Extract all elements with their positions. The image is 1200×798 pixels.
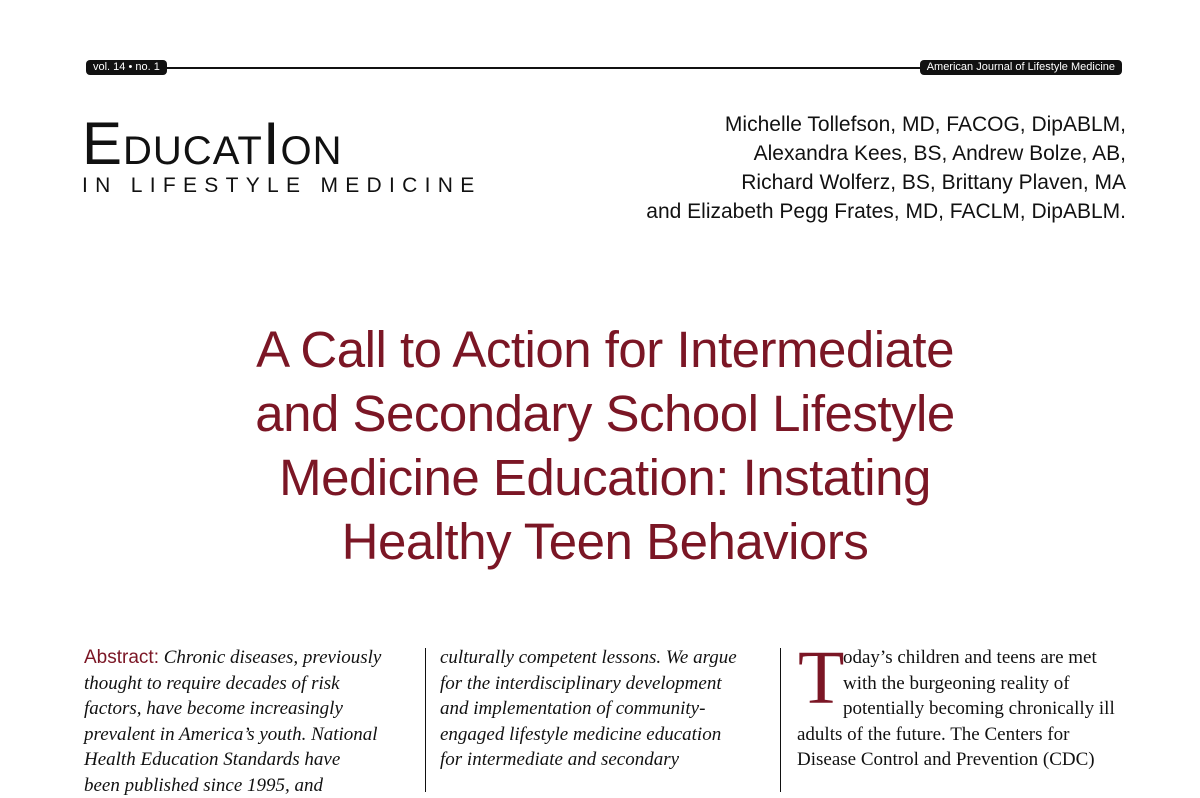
title-line: and Secondary School Lifestyle (60, 382, 1150, 446)
drop-cap: T (798, 640, 844, 716)
abstract-line: culturally competent lessons. We argue (440, 645, 770, 671)
body-line: Disease Control and Prevention (CDC) (797, 747, 1127, 773)
abstract-column-2 (440, 645, 770, 773)
section-logo-subtitle: IN LIFESTYLE MEDICINE (82, 174, 482, 198)
article-title (60, 318, 1150, 574)
abstract-line: Health Education Standards have (84, 747, 414, 773)
author-list (506, 110, 1126, 226)
title-line: Healthy Teen Behaviors (60, 510, 1150, 574)
abstract-line: factors, have become increasingly (84, 696, 414, 722)
author-line: and Elizabeth Pegg Frates, MD, FACLM, DipABLM. (506, 197, 1126, 226)
body-line: potentially becoming chronically ill (797, 696, 1127, 722)
body-line: adults of the future. The Centers for (797, 722, 1127, 748)
title-line: Medicine Education: Instating (60, 446, 1150, 510)
abstract-line: engaged lifestyle medicine education (440, 722, 770, 748)
author-line: Alexandra Kees, BS, Andrew Bolze, AB, (506, 139, 1126, 168)
abstract-label: Abstract: (84, 647, 159, 668)
abstract-line: thought to require decades of risk (84, 671, 414, 697)
author-line: Richard Wolferz, BS, Brittany Plaven, MA (506, 168, 1126, 197)
section-logo-title: EDUCATION (82, 124, 482, 171)
abstract-line: and implementation of community- (440, 696, 770, 722)
abstract-line: for intermediate and secondary (440, 747, 770, 773)
author-line: Michelle Tollefson, MD, FACOG, DipABLM, (506, 110, 1126, 139)
abstract-line: for the interdisciplinary development (440, 671, 770, 697)
issue-label: vol. 14 • no. 1 (86, 60, 167, 75)
abstract-line: been published since 1995, and (84, 773, 414, 798)
column-divider (780, 648, 781, 792)
body-column (797, 645, 1127, 773)
journal-label: American Journal of Lifestyle Medicine (920, 60, 1122, 75)
section-logo (82, 124, 482, 198)
abstract-line: prevalent in America’s youth. National (84, 722, 414, 748)
body-line: with the burgeoning reality of (797, 671, 1127, 697)
column-divider (425, 648, 426, 792)
abstract-column-1 (84, 645, 414, 798)
body-line: oday’s children and teens are met (797, 645, 1127, 671)
title-line: A Call to Action for Intermediate (60, 318, 1150, 382)
abstract-line: Abstract: Chronic diseases, previously (84, 645, 414, 671)
